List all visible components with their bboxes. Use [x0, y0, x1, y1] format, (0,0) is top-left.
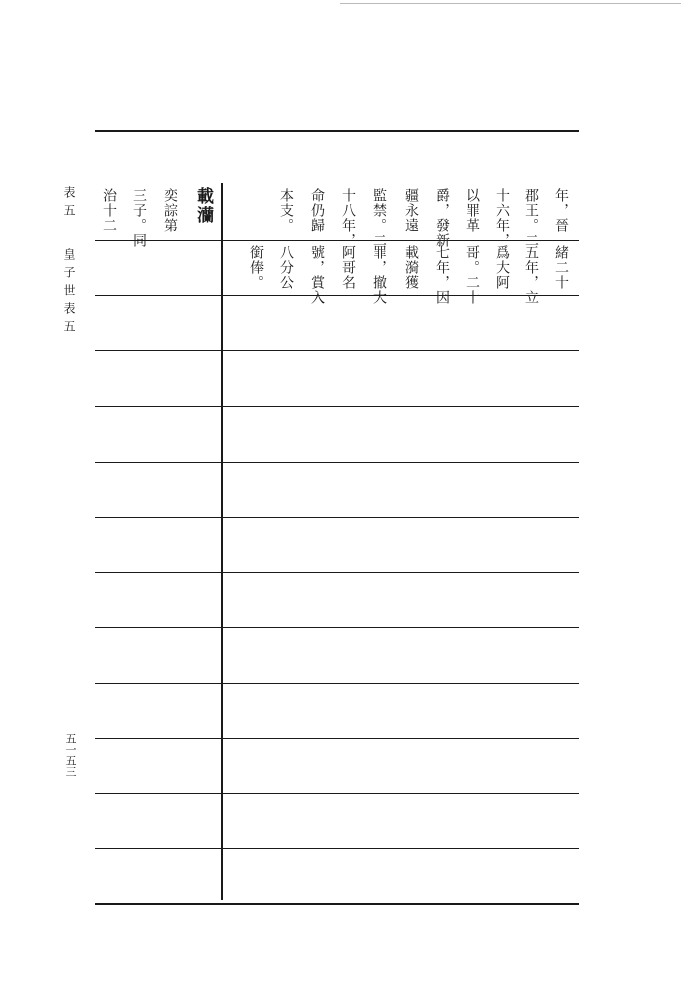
- upper-text-column: 以罪革: [464, 188, 480, 233]
- row-line: [223, 627, 579, 628]
- row-line: [95, 793, 221, 794]
- lower-text-column: 罪，撤大: [371, 245, 387, 305]
- upper-text-column: 十六年，: [494, 188, 510, 248]
- row-line: [223, 406, 579, 407]
- upper-text-column: 命仍歸: [309, 188, 325, 233]
- table-label: 表五: [62, 186, 76, 222]
- lower-text-column: 載漪獲: [403, 245, 419, 290]
- row-line: [95, 738, 221, 739]
- upper-text-column: 爵，發新: [434, 188, 450, 248]
- lower-text-column: 五年，立: [523, 245, 539, 305]
- lower-text-column: 阿哥名: [340, 245, 356, 290]
- page-number: 五一五三: [64, 733, 77, 777]
- origin-line-2: 三子。同: [131, 188, 147, 248]
- lower-text-column: 爲大阿: [494, 245, 510, 290]
- upper-text-column: 年，晉: [553, 188, 569, 233]
- person-name: 載灡: [193, 187, 213, 225]
- lower-text-column: 八分公: [278, 245, 294, 290]
- row-line: [95, 295, 221, 296]
- row-line: [223, 683, 579, 684]
- upper-text-column: 郡王。二: [523, 188, 539, 248]
- section-title: 皇子世表五: [62, 248, 76, 338]
- upper-text-column: 本支。: [278, 188, 294, 233]
- top-edge-line: [340, 3, 681, 4]
- row-line: [223, 350, 579, 351]
- lower-text-column: 號，賞入: [309, 245, 325, 305]
- lower-text-column: 哥。二十: [464, 245, 480, 305]
- lower-text-column: 銜俸。: [248, 245, 264, 290]
- row-line: [95, 462, 221, 463]
- row-line: [223, 793, 579, 794]
- row-line: [95, 572, 221, 573]
- row-line: [223, 572, 579, 573]
- row-line: [95, 240, 221, 241]
- row-line: [223, 848, 579, 849]
- table-top-rule: [95, 130, 579, 132]
- row-line: [95, 627, 221, 628]
- table-bottom-rule: [95, 903, 579, 905]
- row-line: [223, 517, 579, 518]
- row-line: [223, 462, 579, 463]
- lower-text-column: 緒二十: [553, 245, 569, 290]
- row-line: [223, 738, 579, 739]
- row-line: [95, 683, 221, 684]
- upper-text-column: 監禁。二: [371, 188, 387, 248]
- lower-text-column: 七年，因: [434, 245, 450, 305]
- upper-text-column: 十八年，: [340, 188, 356, 248]
- row-line: [95, 517, 221, 518]
- origin-line-3: 治十二: [101, 188, 117, 233]
- row-line: [95, 350, 221, 351]
- upper-text-column: 疆永遠: [403, 188, 419, 233]
- row-line: [95, 848, 221, 849]
- origin-line-1: 奕誴第: [162, 188, 178, 233]
- row-line: [95, 406, 221, 407]
